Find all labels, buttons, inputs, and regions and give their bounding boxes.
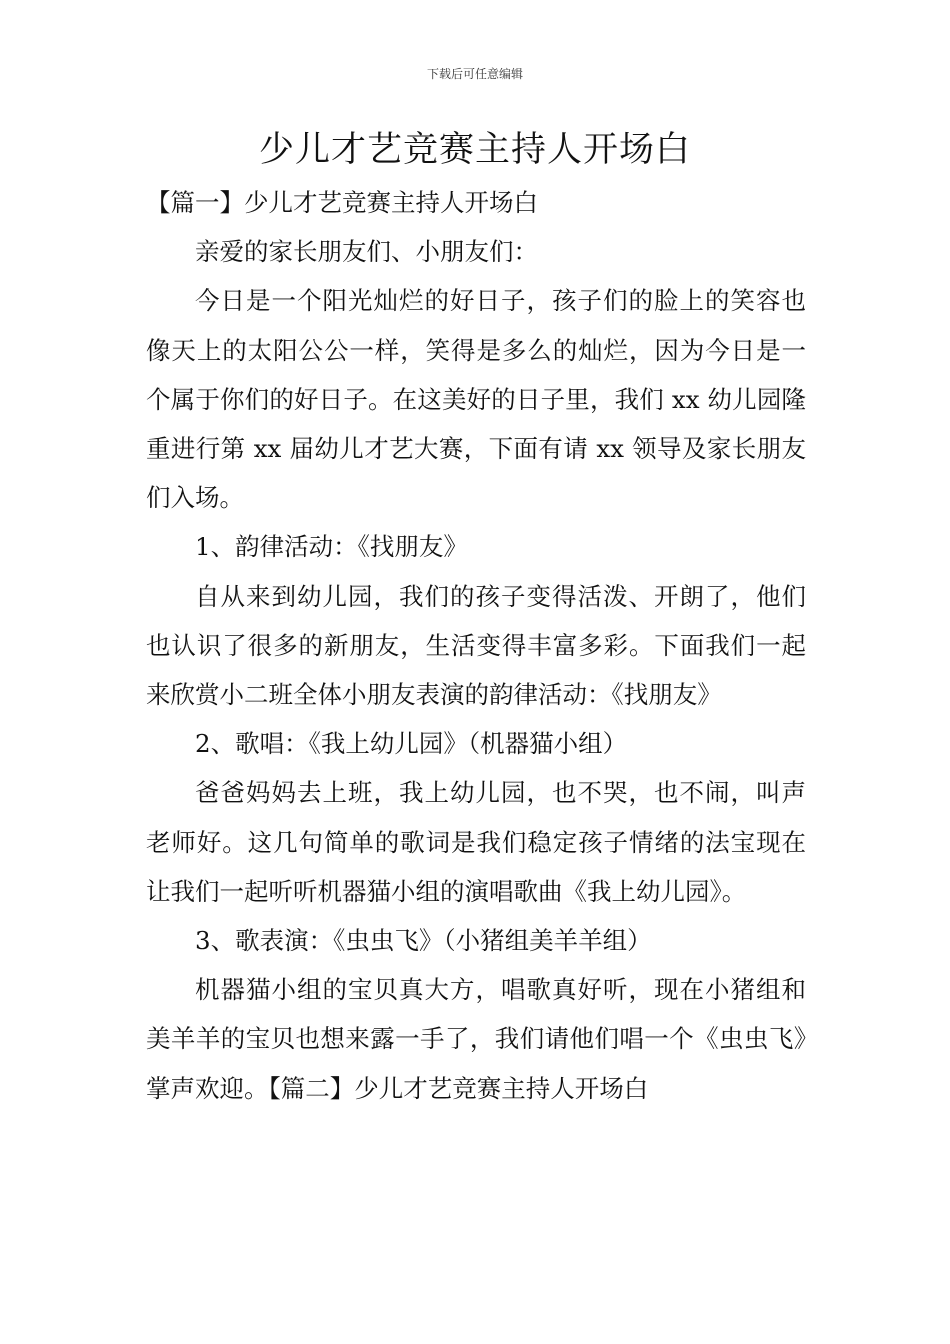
program-item-heading: 1、韵律活动：《找朋友》 [195,532,468,562]
program-item-paragraph: 爸爸妈妈去上班，我上幼儿园，也不哭，也不闹，叫声老师好。这几句简单的歌词是我们稳定孩子情绪的法宝现在让我们一起听听机器猫小组的演唱歌曲《我上幼儿园》。 [146,778,806,906]
program-item-heading: 2、歌唱：《我上幼儿园》（机器猫小组） [195,729,628,759]
program-item-heading: 3、歌表演：《虫虫飞》（小猪组美羊羊组） [195,926,652,956]
program-item-paragraph: 机器猫小组的宝贝真大方，唱歌真好听，现在小猪组和美羊羊的宝贝也想来露一手了，我们请他们唱一个《虫虫飞》掌声欢迎。【篇二】少儿才艺竞赛主持人开场白 [146,975,806,1103]
document-title: 少儿才艺竞赛主持人开场白 [258,130,691,170]
greeting-paragraph: 亲爱的家长朋友们、小朋友们： [195,237,538,267]
header-note: 下载后可任意编辑 [426,67,523,81]
section-heading: 【篇一】少儿才艺竞赛主持人开场白 [146,188,538,217]
opening-paragraph: 今日是一个阳光灿烂的好日子，孩子们的脸上的笑容也像天上的太阳公公一样，笑得是多么的灿烂，因为今日是一个属于你们的好日子。在这美好的日子里，我们 xx 幼儿园隆重进行第 xx 届幼儿才艺大赛，下面有请 xx 领导及家长朋友们入场。 [146,286,806,513]
document-body [146,178,806,1113]
program-item-paragraph: 自从来到幼儿园，我们的孩子变得活泼、开朗了，他们也认识了很多的新朋友，生活变得丰富多彩。下面我们一起来欣赏小二班全体小朋友表演的韵律活动：《找朋友》 [146,581,806,710]
